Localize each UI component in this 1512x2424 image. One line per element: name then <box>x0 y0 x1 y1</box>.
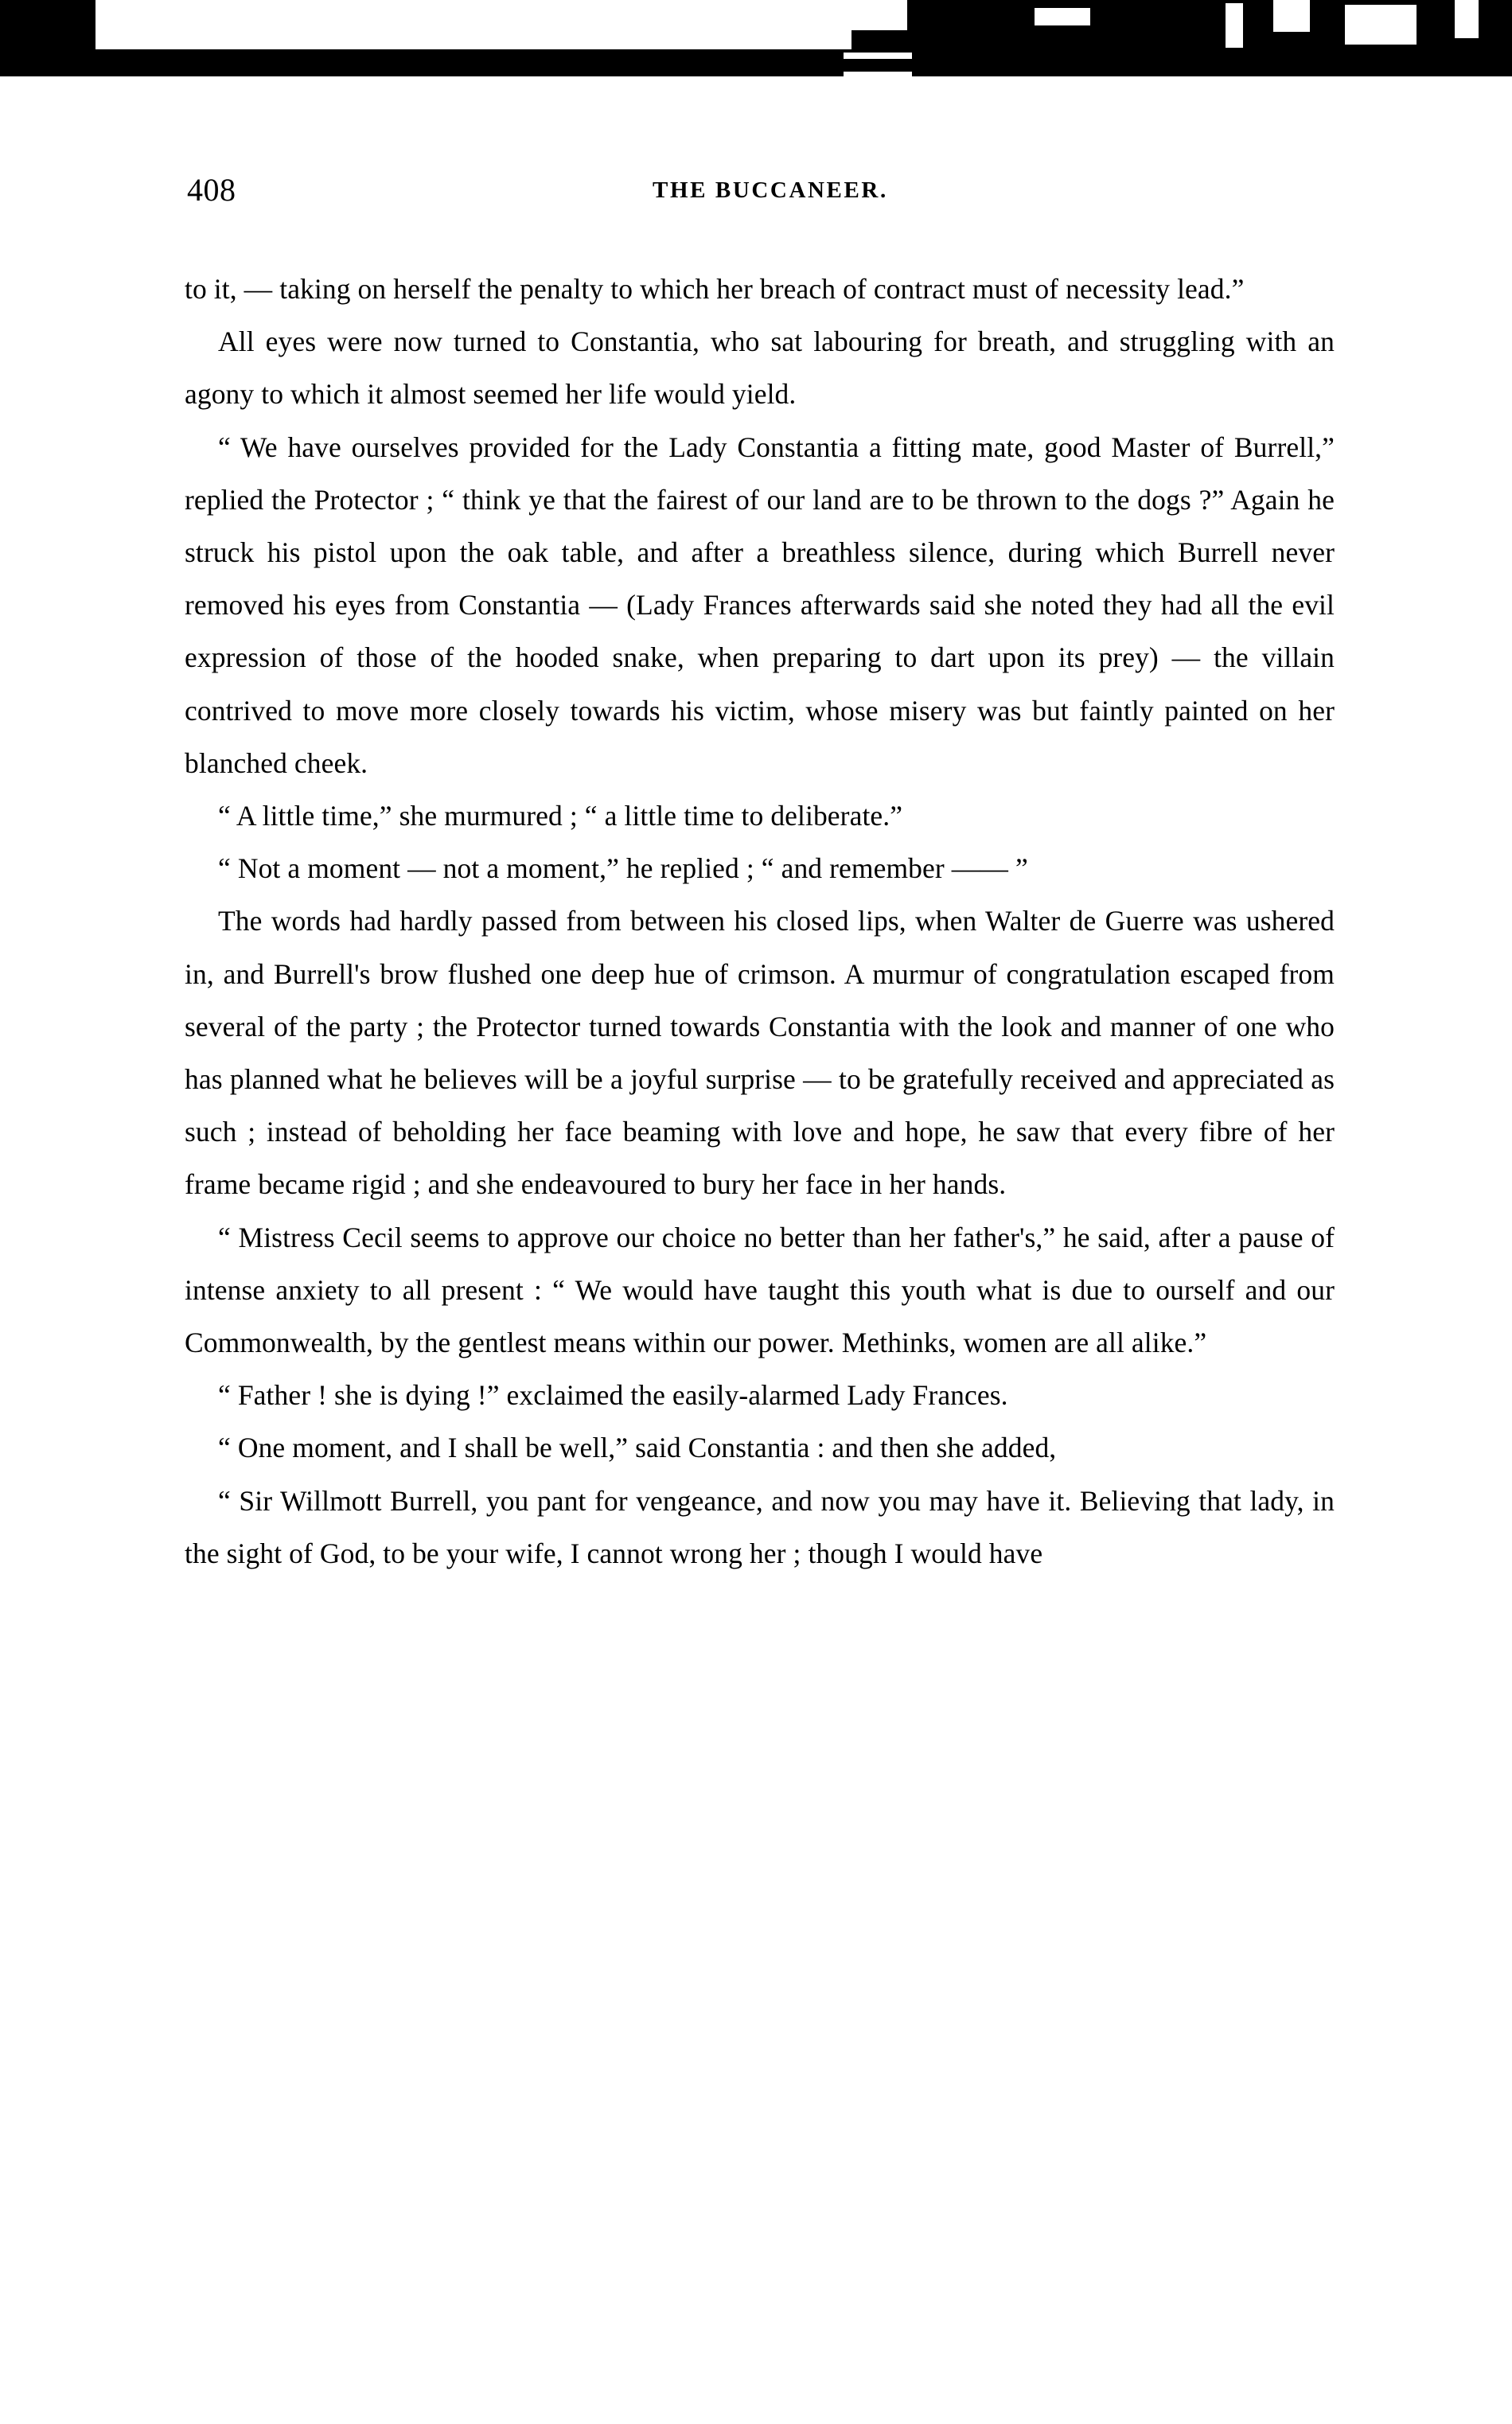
paragraph: The words had hardly passed from between his closed lips, when Walter de Guerre was ushered in, and Burrell's brow flushed one deep hue of crimson. A murmur of congratulation escaped from several of the party ; the Protector turned towards Constantia with the look and manner of one who has planned what he believes will be a joyful surprise — to be gratefully received and appreciated as such ; instead of beholding her face beaming with love and hope, he saw that every fibre of her frame became rigid ; and she endeavoured to bury her face in her hands. <box>185 905 1335 1201</box>
scan-edge-artifact-top-left <box>0 0 95 49</box>
scan-edge-speck-a <box>1035 8 1090 25</box>
page-number: 408 <box>187 172 236 208</box>
scan-edge-speck-e <box>1455 0 1479 38</box>
paragraph: “ Father ! she is dying !” exclaimed the easily-alarmed Lady Frances. <box>218 1379 1008 1412</box>
paragraph: “ A little time,” she murmured ; “ a little time to deliberate.” <box>218 800 903 832</box>
paragraph: “ Mistress Cecil seems to approve our choice no better than her father's,” he said, after a pause of intense anxiety to all present : “ We would have taught this youth what is due to ourself and our Commonwealth, by the gentlest means within our power. Methinks, women are all alike.” <box>185 1221 1335 1359</box>
scan-edge-speck-c <box>1273 0 1310 32</box>
scan-edge-notch-b <box>119 30 851 49</box>
scan-edge-speck-b <box>1226 3 1243 48</box>
paragraph: “ One moment, and I shall be well,” said Constantia : and then she added, <box>218 1432 1057 1464</box>
running-head-title: THE BUCCANEER. <box>653 177 888 203</box>
scan-edge-notch-a <box>95 0 907 30</box>
scan-edge-speck-d <box>1345 5 1417 45</box>
scan-edge-artifact-bar <box>0 49 1512 76</box>
paragraph: “ Not a moment — not a moment,” he replied ; “ and remember —— ” <box>218 852 1028 885</box>
scan-edge-dash-left <box>840 59 935 72</box>
paragraph: All eyes were now turned to Constantia, who sat labouring for breath, and struggling with an agony to which it almost seemed her life would yield. <box>185 325 1335 411</box>
page-body-text <box>185 263 1335 1580</box>
paragraph: to it, — taking on herself the penalty to which her breach of contract must of necessity lead.” <box>185 273 1245 305</box>
paragraph: “ We have ourselves provided for the Lady Constantia a fitting mate, good Master of Burrell,” replied the Protector ; “ think ye that the fairest of our land are to be thrown to the dogs ?” Again he struck his pistol upon the oak table, and after a breathless silence, during which Burrell never removed his eyes from Constantia — (Lady Frances afterwards said she noted they had all the evil expression of those of the hooded snake, when preparing to dart upon its prey) — the villain contrived to move more closely towards his victim, whose misery was but faintly painted on her blanched cheek. <box>185 431 1335 779</box>
paragraph: “ Sir Willmott Burrell, you pant for vengeance, and now you may have it. Believing that lady, in the sight of God, to be your wife, I cannot wrong her ; though I would have <box>185 1484 1335 1569</box>
page-header <box>187 171 1325 208</box>
